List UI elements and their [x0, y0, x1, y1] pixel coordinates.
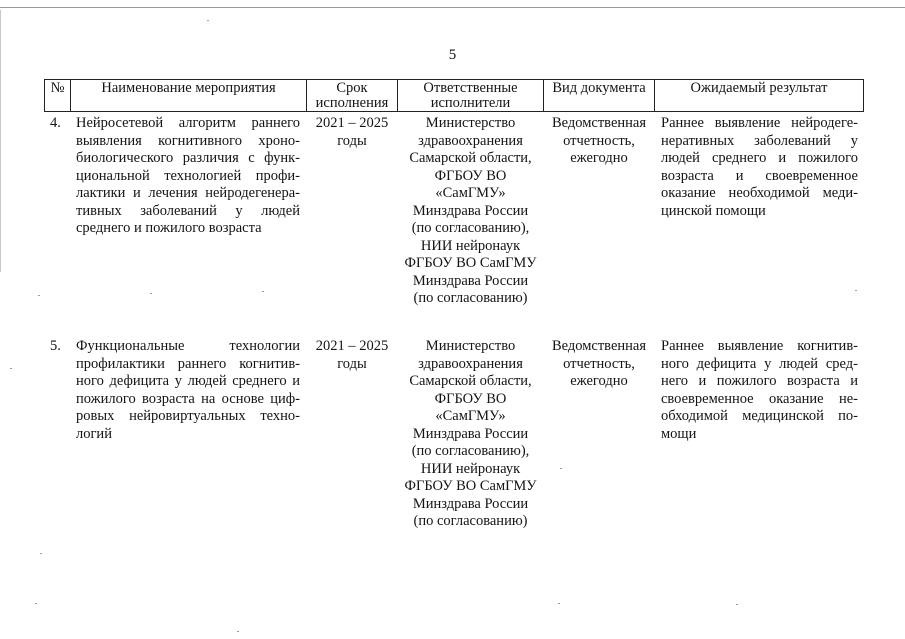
scan-speck [262, 291, 264, 292]
header-number: № [44, 79, 71, 112]
row-number: 5. [50, 338, 61, 354]
row-result: Раннее выявление когнитив-ного дефицита у людей сред-него и пожилого возраста и своевременное оказание не-обходимой медицинской по-мощи [661, 338, 858, 442]
row-term: 2021 – 2025 годы [315, 115, 389, 149]
header-result: Ожидаемый результат [654, 79, 864, 112]
row-executors: Министерство здравоохранения Самарской области, ФГБОУ ВО «СамГМУ» Минздрава России (по согласованию), НИИ нейронаук ФГБОУ ВО СамГМУ Минздрава России (по согласованию) [404, 115, 537, 306]
row-name: Нейросетевой алгоритм раннего выявления когнитивного хроно-биологического различия с функ-циональной технологией профи-лактики и лечения нейродегенера-тивных заболеваний у людей среднего и пожилого возраста [76, 115, 300, 236]
scan-speck [38, 295, 40, 296]
row-number: 4. [50, 115, 61, 131]
row-name: Функциональные технологии профилактики раннего когнитив-ного дефицита у людей среднего и пожилого возраста на основе циф-ровых нейровиртуальных техно-логий [76, 338, 300, 442]
scan-speck [10, 368, 12, 369]
page-number: 5 [448, 47, 457, 63]
header-name: Наименование мероприятия [70, 79, 307, 112]
page-edge-top [0, 7, 905, 8]
scan-speck [207, 20, 209, 21]
scan-speck [736, 604, 738, 605]
row-document: Ведомственная отчетность, ежегодно [551, 338, 647, 389]
row-term: 2021 – 2025 годы [315, 338, 389, 372]
scan-speck [150, 293, 152, 294]
scan-speck [40, 553, 42, 554]
header-executors: Ответственные исполнители [397, 79, 544, 112]
header-document: Вид документа [543, 79, 655, 112]
row-result: Раннее выявление нейродеге-неративных заболеваний у людей среднего и пожилого возраста и своевременное оказание необходимой меди-цинской помощи [661, 115, 858, 219]
scan-speck [855, 290, 857, 291]
row-document: Ведомственная отчетность, ежегодно [551, 115, 647, 166]
scan-speck [35, 603, 37, 604]
scan-speck [558, 603, 560, 604]
header-term: Срок исполнения [306, 79, 398, 112]
row-executors: Министерство здравоохранения Самарской области, ФГБОУ ВО «СамГМУ» Минздрава России (по согласованию), НИИ нейронаук ФГБОУ ВО СамГМУ Минздрава России (по согласованию) [404, 338, 537, 529]
scan-speck [237, 631, 239, 632]
scan-speck [560, 468, 562, 469]
